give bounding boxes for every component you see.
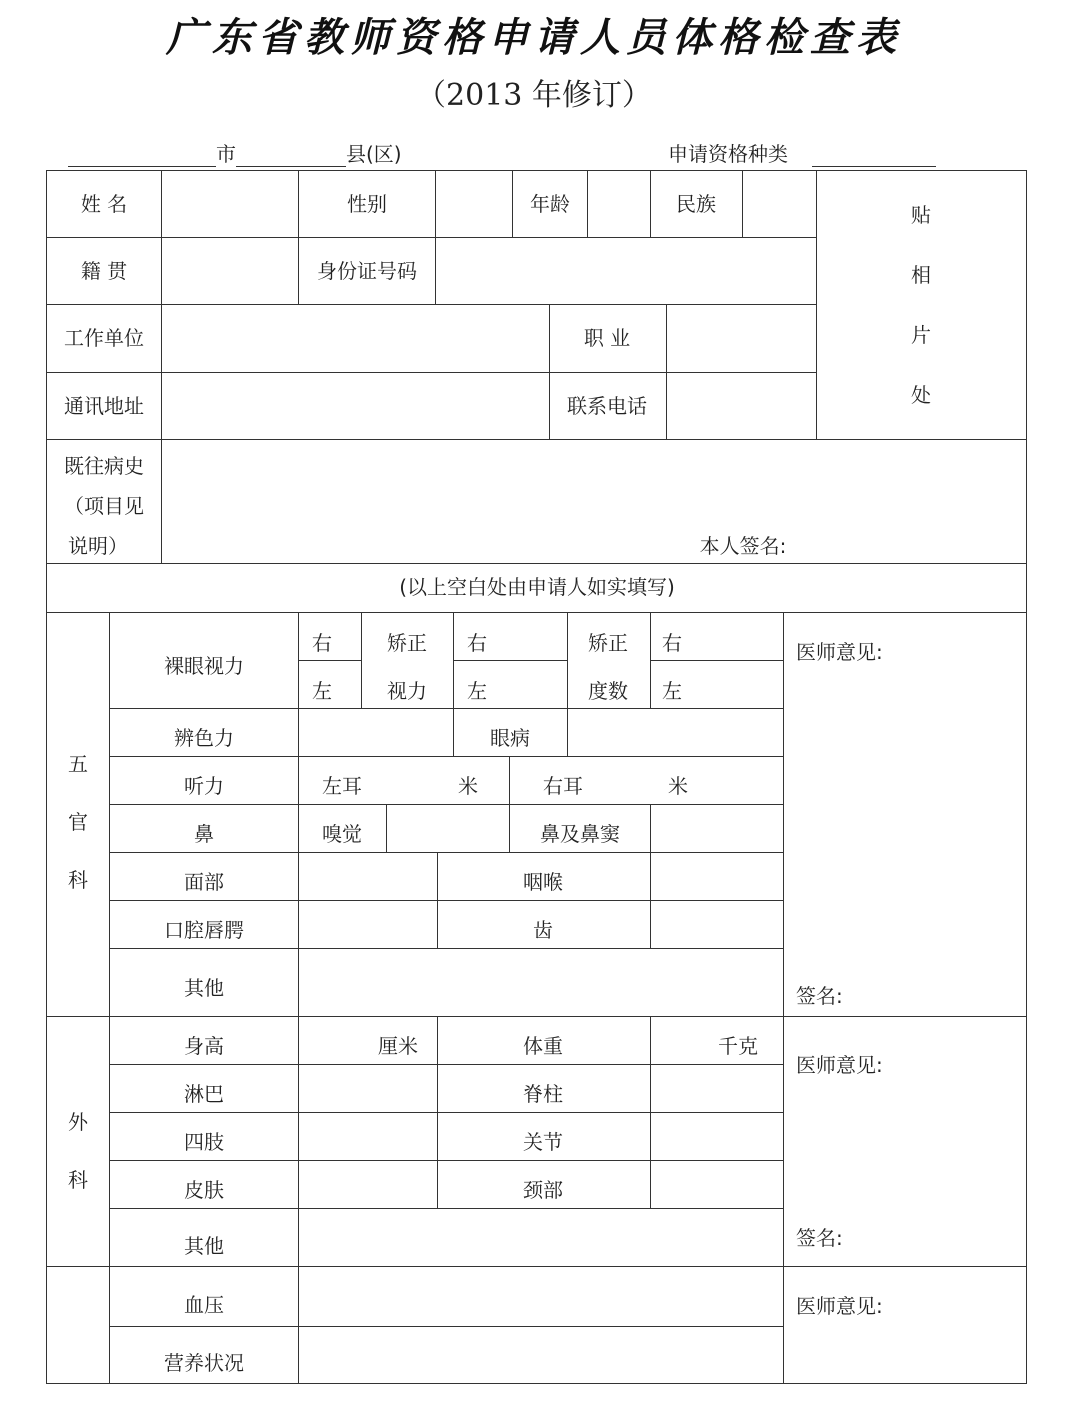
- corrected-degree-right-label: 右: [662, 631, 682, 655]
- ent-other-label: 其他: [184, 976, 224, 1000]
- naked-vision-left-label: 左: [312, 679, 332, 703]
- medical-history-field[interactable]: [163, 441, 1025, 562]
- color-vision-field[interactable]: [300, 710, 452, 755]
- nutrition-label: 营养状况: [164, 1351, 244, 1375]
- city-field[interactable]: [68, 144, 216, 167]
- corrected-degree-label-1: 矫正: [588, 631, 628, 655]
- name-field[interactable]: [163, 172, 297, 236]
- oral-field[interactable]: [300, 902, 436, 947]
- spine-field[interactable]: [652, 1066, 782, 1111]
- naked-vision-right-label: 右: [312, 631, 332, 655]
- ent-doctor-opinion-label: 医师意见:: [796, 640, 883, 664]
- height-field[interactable]: [300, 1018, 376, 1063]
- skin-field[interactable]: [300, 1162, 436, 1207]
- height-label: 身高: [184, 1034, 224, 1058]
- id-number-label: 身份证号码: [317, 259, 417, 283]
- qualification-header: [668, 138, 936, 167]
- face-label: 面部: [184, 870, 224, 894]
- grid-line-horizontal: [46, 563, 1027, 564]
- throat-field[interactable]: [652, 854, 782, 899]
- grid-line-vertical: [512, 170, 513, 237]
- photo-area[interactable]: [818, 172, 1025, 438]
- skin-label: 皮肤: [184, 1178, 224, 1202]
- city-suffix: 市: [216, 142, 236, 166]
- location-header: [68, 138, 402, 167]
- weight-label: 体重: [523, 1034, 563, 1058]
- weight-field[interactable]: [652, 1018, 716, 1063]
- county-field[interactable]: [236, 144, 346, 167]
- native-place-label: 籍 贯: [80, 259, 128, 283]
- smell-label: 嗅觉: [322, 822, 362, 846]
- history-label-line1: 既往病史: [64, 454, 144, 478]
- blood-pressure-label: 血压: [184, 1293, 224, 1317]
- nutrition-field[interactable]: [300, 1328, 782, 1382]
- qualification-field[interactable]: [812, 144, 936, 167]
- corrected-degree-label-2: 度数: [588, 679, 628, 703]
- history-label-line2: （项目见: [64, 494, 144, 518]
- grid-line-vertical: [298, 170, 299, 304]
- eye-disease-field[interactable]: [569, 710, 782, 755]
- blood-pressure-field[interactable]: [300, 1268, 782, 1325]
- teeth-field[interactable]: [652, 902, 782, 947]
- grid-line-vertical: [46, 170, 47, 1383]
- corrected-vision-left-label: 左: [467, 679, 487, 703]
- grid-line-vertical: [650, 170, 651, 237]
- ent-section-label: 五官科: [68, 752, 88, 892]
- grid-line-horizontal: [46, 1383, 1027, 1384]
- nose-label: 鼻: [194, 822, 214, 846]
- form-title: 广东省教师资格申请人员体格检查表: [166, 14, 902, 61]
- right-ear-label: 右耳: [543, 774, 583, 798]
- face-field[interactable]: [300, 854, 436, 899]
- gender-field[interactable]: [437, 172, 511, 236]
- age-field[interactable]: [589, 172, 649, 236]
- surgery-other-label: 其他: [184, 1234, 224, 1258]
- native-place-field[interactable]: [163, 239, 297, 303]
- neck-field[interactable]: [652, 1162, 782, 1207]
- ethnicity-label: 民族: [676, 192, 716, 216]
- surgery-section-label: 外科: [68, 1110, 88, 1192]
- left-ear-field[interactable]: [370, 758, 455, 803]
- weight-unit: 千克: [718, 1034, 758, 1058]
- surgery-other-field[interactable]: [300, 1210, 782, 1265]
- phone-field[interactable]: [668, 374, 815, 438]
- grid-line-vertical: [1026, 170, 1027, 1383]
- lymph-label: 淋巴: [184, 1082, 224, 1106]
- history-label-line3: 说明）: [68, 534, 128, 558]
- fill-note: (以上空白处由申请人如实填写): [399, 575, 675, 599]
- corrected-vision-right-label: 右: [467, 631, 487, 655]
- phone-label: 联系电话: [567, 394, 647, 418]
- limbs-label: 四肢: [184, 1130, 224, 1154]
- grid-line-vertical: [361, 612, 362, 708]
- occupation-field[interactable]: [668, 306, 815, 371]
- corrected-degree-left-field[interactable]: [686, 662, 782, 707]
- grid-line-vertical: [549, 304, 550, 439]
- name-label: 姓 名: [80, 192, 128, 216]
- corrected-vision-right-field[interactable]: [490, 614, 566, 659]
- height-unit: 厘米: [378, 1034, 418, 1058]
- surgery-doctor-opinion-field[interactable]: [785, 1085, 1025, 1215]
- corrected-vision-left-field[interactable]: [490, 662, 566, 707]
- form-subtitle: （2013 年修订）: [416, 78, 652, 113]
- joints-field[interactable]: [652, 1114, 782, 1159]
- age-label: 年龄: [530, 192, 570, 216]
- id-number-field[interactable]: [437, 239, 815, 303]
- occupation-label: 职 业: [583, 326, 631, 350]
- eye-disease-label: 眼病: [490, 726, 530, 750]
- naked-vision-left-field[interactable]: [335, 662, 360, 707]
- internal-doctor-opinion-field[interactable]: [785, 1325, 1025, 1381]
- qualification-label: 申请资格种类: [668, 142, 788, 166]
- work-unit-label: 工作单位: [64, 326, 144, 350]
- oral-label: 口腔唇腭: [164, 918, 244, 942]
- address-field[interactable]: [163, 374, 548, 438]
- sinus-field[interactable]: [652, 806, 782, 851]
- grid-line-vertical: [650, 612, 651, 708]
- neck-label: 颈部: [523, 1178, 563, 1202]
- color-vision-label: 辨色力: [174, 726, 234, 750]
- right-ear-unit: 米: [668, 774, 688, 798]
- self-signature-label: 本人签名:: [699, 534, 787, 558]
- grid-line-horizontal: [46, 1016, 1027, 1017]
- naked-vision-label: 裸眼视力: [164, 654, 244, 678]
- gender-label: 性别: [347, 192, 387, 216]
- right-ear-field[interactable]: [590, 758, 666, 803]
- throat-label: 咽喉: [523, 870, 563, 894]
- lymph-field[interactable]: [300, 1066, 436, 1111]
- left-ear-unit: 米: [458, 774, 478, 798]
- hearing-label: 听力: [184, 774, 224, 798]
- ent-other-field[interactable]: [300, 950, 782, 1015]
- sinus-label: 鼻及鼻窦: [540, 822, 620, 846]
- internal-doctor-opinion-label: 医师意见:: [796, 1294, 883, 1318]
- left-ear-label: 左耳: [322, 774, 362, 798]
- spine-label: 脊柱: [523, 1082, 563, 1106]
- surgery-signature-label: 签名:: [796, 1226, 843, 1250]
- joints-label: 关节: [523, 1130, 563, 1154]
- corrected-degree-left-label: 左: [662, 679, 682, 703]
- corrected-vision-label-2: 视力: [387, 679, 427, 703]
- ent-signature-label: 签名:: [796, 984, 843, 1008]
- corrected-degree-right-field[interactable]: [686, 614, 782, 659]
- county-suffix: 县(区): [346, 142, 402, 166]
- surgery-doctor-opinion-label: 医师意见:: [796, 1053, 883, 1077]
- corrected-vision-label-1: 矫正: [387, 631, 427, 655]
- grid-line-vertical: [109, 612, 110, 1383]
- naked-vision-right-field[interactable]: [335, 614, 360, 659]
- grid-line-vertical: [509, 756, 510, 804]
- teeth-label: 齿: [533, 918, 553, 942]
- limbs-field[interactable]: [300, 1114, 436, 1159]
- grid-line-vertical: [453, 612, 454, 756]
- photo-placeholder-label: 贴相片处: [911, 203, 931, 407]
- smell-field[interactable]: [388, 806, 508, 851]
- work-unit-field[interactable]: [163, 306, 548, 371]
- address-label: 通讯地址: [64, 394, 144, 418]
- ethnicity-field[interactable]: [744, 172, 815, 236]
- ent-doctor-opinion-field[interactable]: [785, 670, 1025, 980]
- grid-line-vertical: [509, 804, 510, 852]
